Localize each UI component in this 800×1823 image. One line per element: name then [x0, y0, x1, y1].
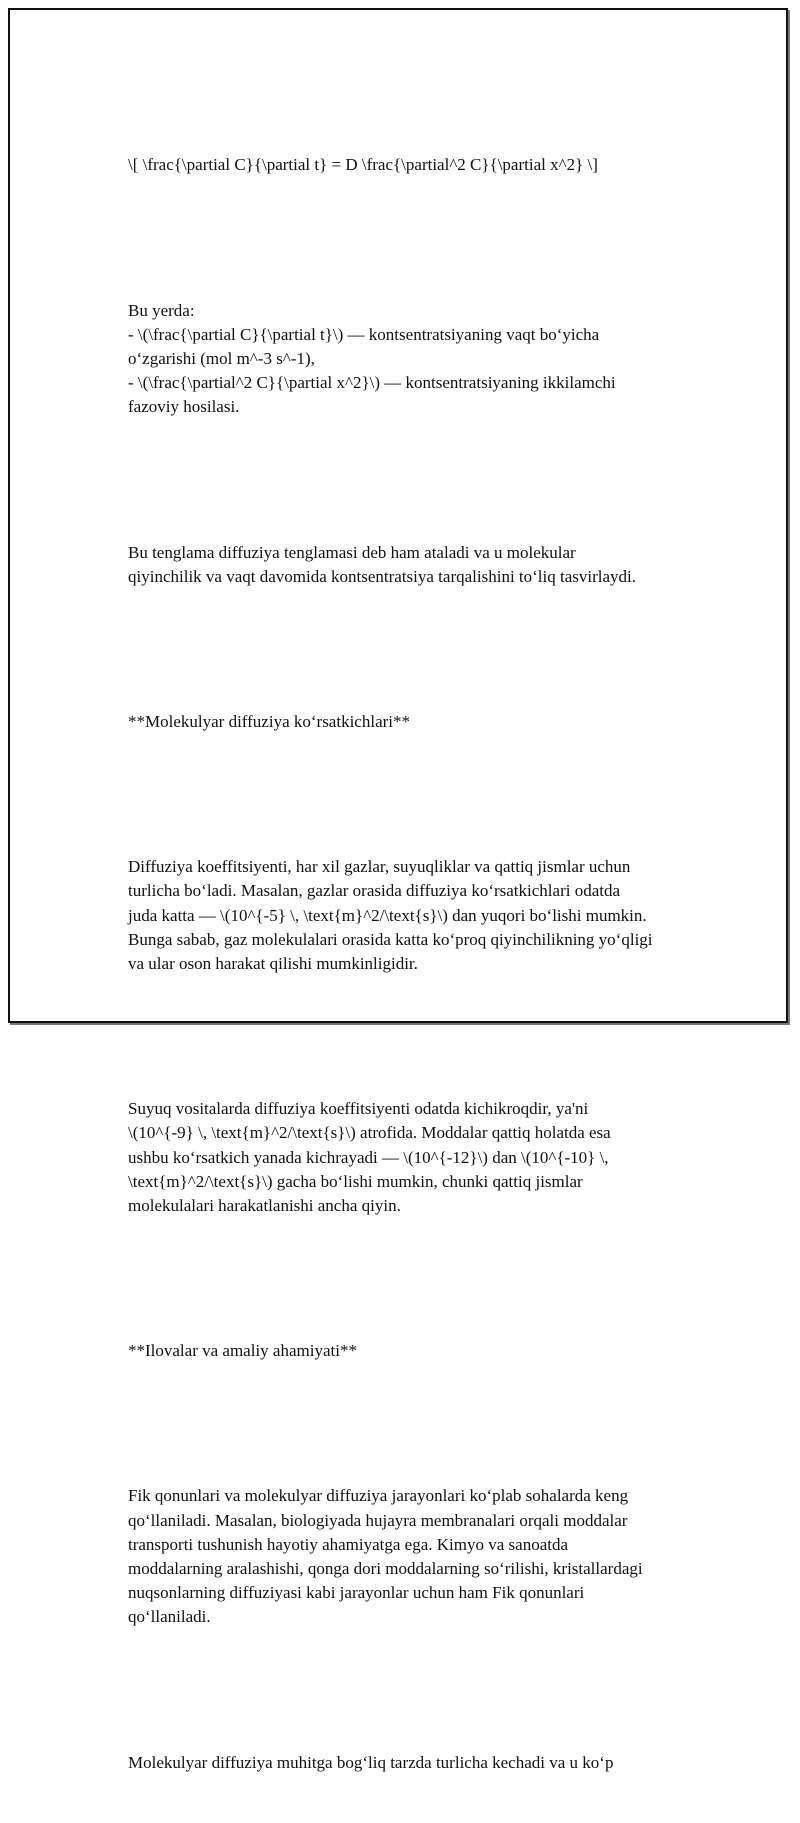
- diffusion-equation: \[ \frac{\partial C}{\partial t} = D \frac{\partial^2 C}{\partial x^2} \]: [128, 155, 598, 175]
- paragraph-gap: [128, 1025, 708, 1049]
- section-heading-applications: **Ilovalar va amaliy ahamiyati**: [128, 1341, 357, 1361]
- paragraph-gap: [128, 1678, 708, 1702]
- paragraph-gas-diffusion: Diffuziya koeffitsiyenti, har xil gazlar, suyuqliklar va qattiq jismlar uchun turlicha bo‘ladi. Masalan, gazlar orasida diffuziya ko‘rsatkichlari odatda juda katta — \(10^{-5} \, \text{m}^2/\text{s}\) dan yuqori bo‘lishi mumkin. Bunga sabab, gaz molekulalari orasida katta ko‘proq qiyinchilikning yo‘qligi va ular oson harakat qilishi mumkinligidir.: [128, 857, 653, 974]
- paragraph-equation-description: Bu tenglama diffuziya tenglamasi deb ham ataladi va u molekular qiyinchilik va vaqt davomida kontsentratsiya tarqalishini to‘liq tasvirlaydi.: [128, 542, 637, 586]
- definitions-block: Bu yerda: - \(\frac{\partial C}{\partial t}\) — kontsentratsiyaning vaqt bo‘yicha o‘zgarishi (mol m^-3 s^-1), - \(\frac{\partial^2 C}{\partial x^2}\) — kontsentratsiyaning ikkilamchi fazoviy hosilasi.: [128, 300, 616, 417]
- section-heading-diffusion-indicators: **Molekulyar diffuziya ko‘rsatkichlari**: [128, 712, 410, 732]
- paragraph-applications: Fik qonunlari va molekulyar diffuziya jarayonlari ko‘plab sohalarda keng qo‘llaniladi. Masalan, biologiyada hujayra membranalari orqali moddalar transporti tushunish hayotiy ahamiyatga ega. Kimyo va sanoatda moddalarning aralashishi, qonga dori moddalarning so‘rilishi, kristallardagi nuqsonlarning diffuziyasi kabi jarayonlar uchun ham Fik qonunlari qo‘llaniladi.: [128, 1486, 643, 1627]
- paragraph-gap: [128, 1412, 708, 1436]
- paragraph-liquid-solid-diffusion: Suyuq vositalarda diffuziya koeffitsiyenti odatda kichikroqdir, ya'ni \(10^{-9} \, \text{m}^2/\text{s}\) atrofida. Moddalar qattiq holatda esa ushbu ko‘rsatkich yanada kichrayadi — \(10^{-12}\) dan \(10^{-10} \, \text{m}^2/\text{s}\) gacha bo‘lishi mumkin, chunki qattiq jismlar molekulalari harakatlanishi ancha qiyin.: [128, 1099, 611, 1216]
- paragraph-gap: [128, 468, 708, 492]
- paragraph-closing: Molekulyar diffuziya muhitga bog‘liq tarzda turlicha kechadi va u ko‘p: [128, 1752, 614, 1772]
- paragraph-gap: [128, 226, 708, 250]
- paragraph-gap: [128, 783, 708, 807]
- paragraph-gap: [128, 637, 708, 661]
- document-page: [8, 8, 788, 1772]
- document-body: [128, 105, 708, 1823]
- paragraph-gap: [128, 1267, 708, 1291]
